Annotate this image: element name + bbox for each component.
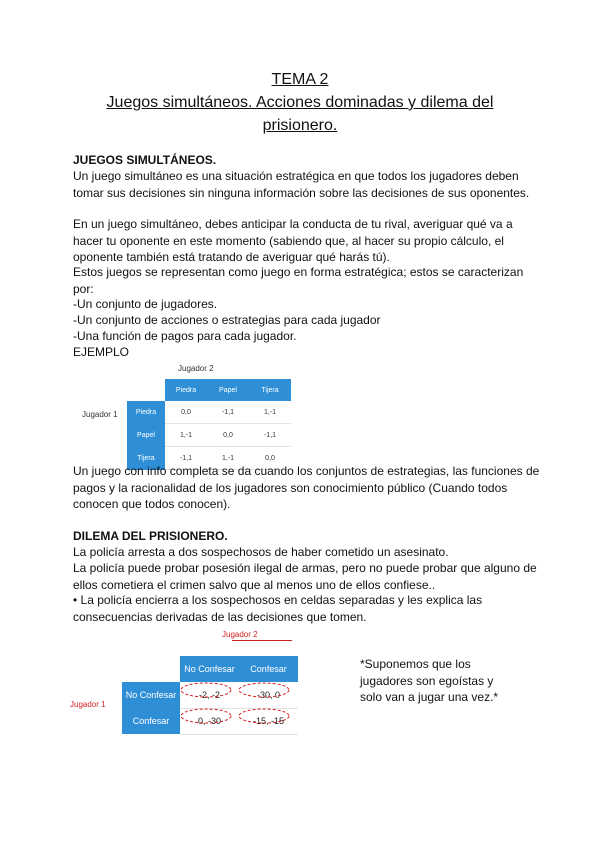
player1-label: Jugador 1 (82, 410, 118, 419)
list-item: -Un conjunto de jugadores. (73, 297, 218, 311)
paragraph: La policía arresta a dos sospechosos de haber cometido un asesinato. (73, 545, 449, 559)
paragraph: Un juego con info completa se da cuando los conjuntos de estrategias, las funciones de pagos y la racionalidad de los jugadores son conocimiento público (Cuando todos conocen que todos conocen). (73, 464, 540, 512)
col-header: Tijera (249, 379, 291, 401)
col-header: No Confesar (180, 656, 239, 682)
payoff-cell: 0,0 (165, 401, 207, 424)
pd-player1-label: Jugador 1 (70, 700, 106, 709)
paragraph: Un juego simultáneo es una situación estratégica en que todos los jugadores deben tomar sus decisiones sin ninguna información sobre las decisiones de sus oponentes. (73, 169, 530, 200)
topic-title-line2: prisionero. (262, 117, 338, 134)
pd-player2-label: Jugador 2 (222, 630, 258, 639)
topic-title-line1: Juegos simultáneos. Acciones dominadas y dilema del (106, 94, 494, 111)
payoff-cell: -30, 0 (239, 682, 298, 708)
row-header: Piedra (127, 401, 165, 424)
divider (232, 640, 292, 641)
row-header: Confesar (122, 708, 180, 734)
payoff-cell: 1,-1 (207, 447, 249, 470)
payoff-cell: 0,0 (207, 424, 249, 447)
payoff-cell: -15, -15 (239, 708, 298, 734)
section-heading-simultaneos: JUEGOS SIMULTÁNEOS. (73, 153, 217, 167)
payoff-cell: -1,1 (165, 447, 207, 470)
row-header: Tijera (127, 447, 165, 470)
payoff-cell: 1,-1 (165, 424, 207, 447)
payoff-cell: -1,1 (207, 401, 249, 424)
topic-number: TEMA 2 (271, 71, 329, 88)
assumption-note: *Suponemos que los jugadores son egoístas y solo van a jugar una vez.* (360, 657, 499, 705)
payoff-cell: 0, -30 (180, 708, 239, 734)
payoff-cell: 0,0 (249, 447, 291, 470)
section-heading-dilema: DILEMA DEL PRISIONERO. (73, 529, 228, 543)
list-item: -Un conjunto de acciones o estrategias para cada jugador (73, 313, 381, 327)
payoff-cell: -2, -2 (180, 682, 239, 708)
paragraph: En un juego simultáneo, debes anticipar la conducta de tu rival, averiguar qué va a hacer tu oponente en este momento (sabiendo que, al hacer su propio cálculo, el oponente también está tratando de averiguar qué harás tú). (73, 217, 513, 265)
rps-payoff-matrix (127, 379, 291, 470)
row-header: Papel (127, 424, 165, 447)
paragraph: • La policía encierra a los sospechosos en celdas separadas y les explica las consecuencias derivadas de las decisiones que tomen. (73, 593, 483, 624)
col-header: Confesar (239, 656, 298, 682)
list-item: -Una función de pagos para cada jugador. (73, 329, 297, 343)
row-header: No Confesar (122, 682, 180, 708)
paragraph: Estos juegos se representan como juego en forma estratégica; estos se caracterizan por: (73, 265, 524, 296)
example-label: EJEMPLO (73, 345, 130, 359)
payoff-cell: 1,-1 (249, 401, 291, 424)
col-header: Piedra (165, 379, 207, 401)
player2-label: Jugador 2 (178, 364, 214, 373)
paragraph: La policía puede probar posesión ilegal de armas, pero no puede probar que alguno de ellos cometiera el crimen salvo que al menos uno de ellos confiese.. (73, 561, 537, 592)
payoff-cell: -1,1 (249, 424, 291, 447)
payoff-annotation-ovals (178, 678, 294, 730)
col-header: Papel (207, 379, 249, 401)
